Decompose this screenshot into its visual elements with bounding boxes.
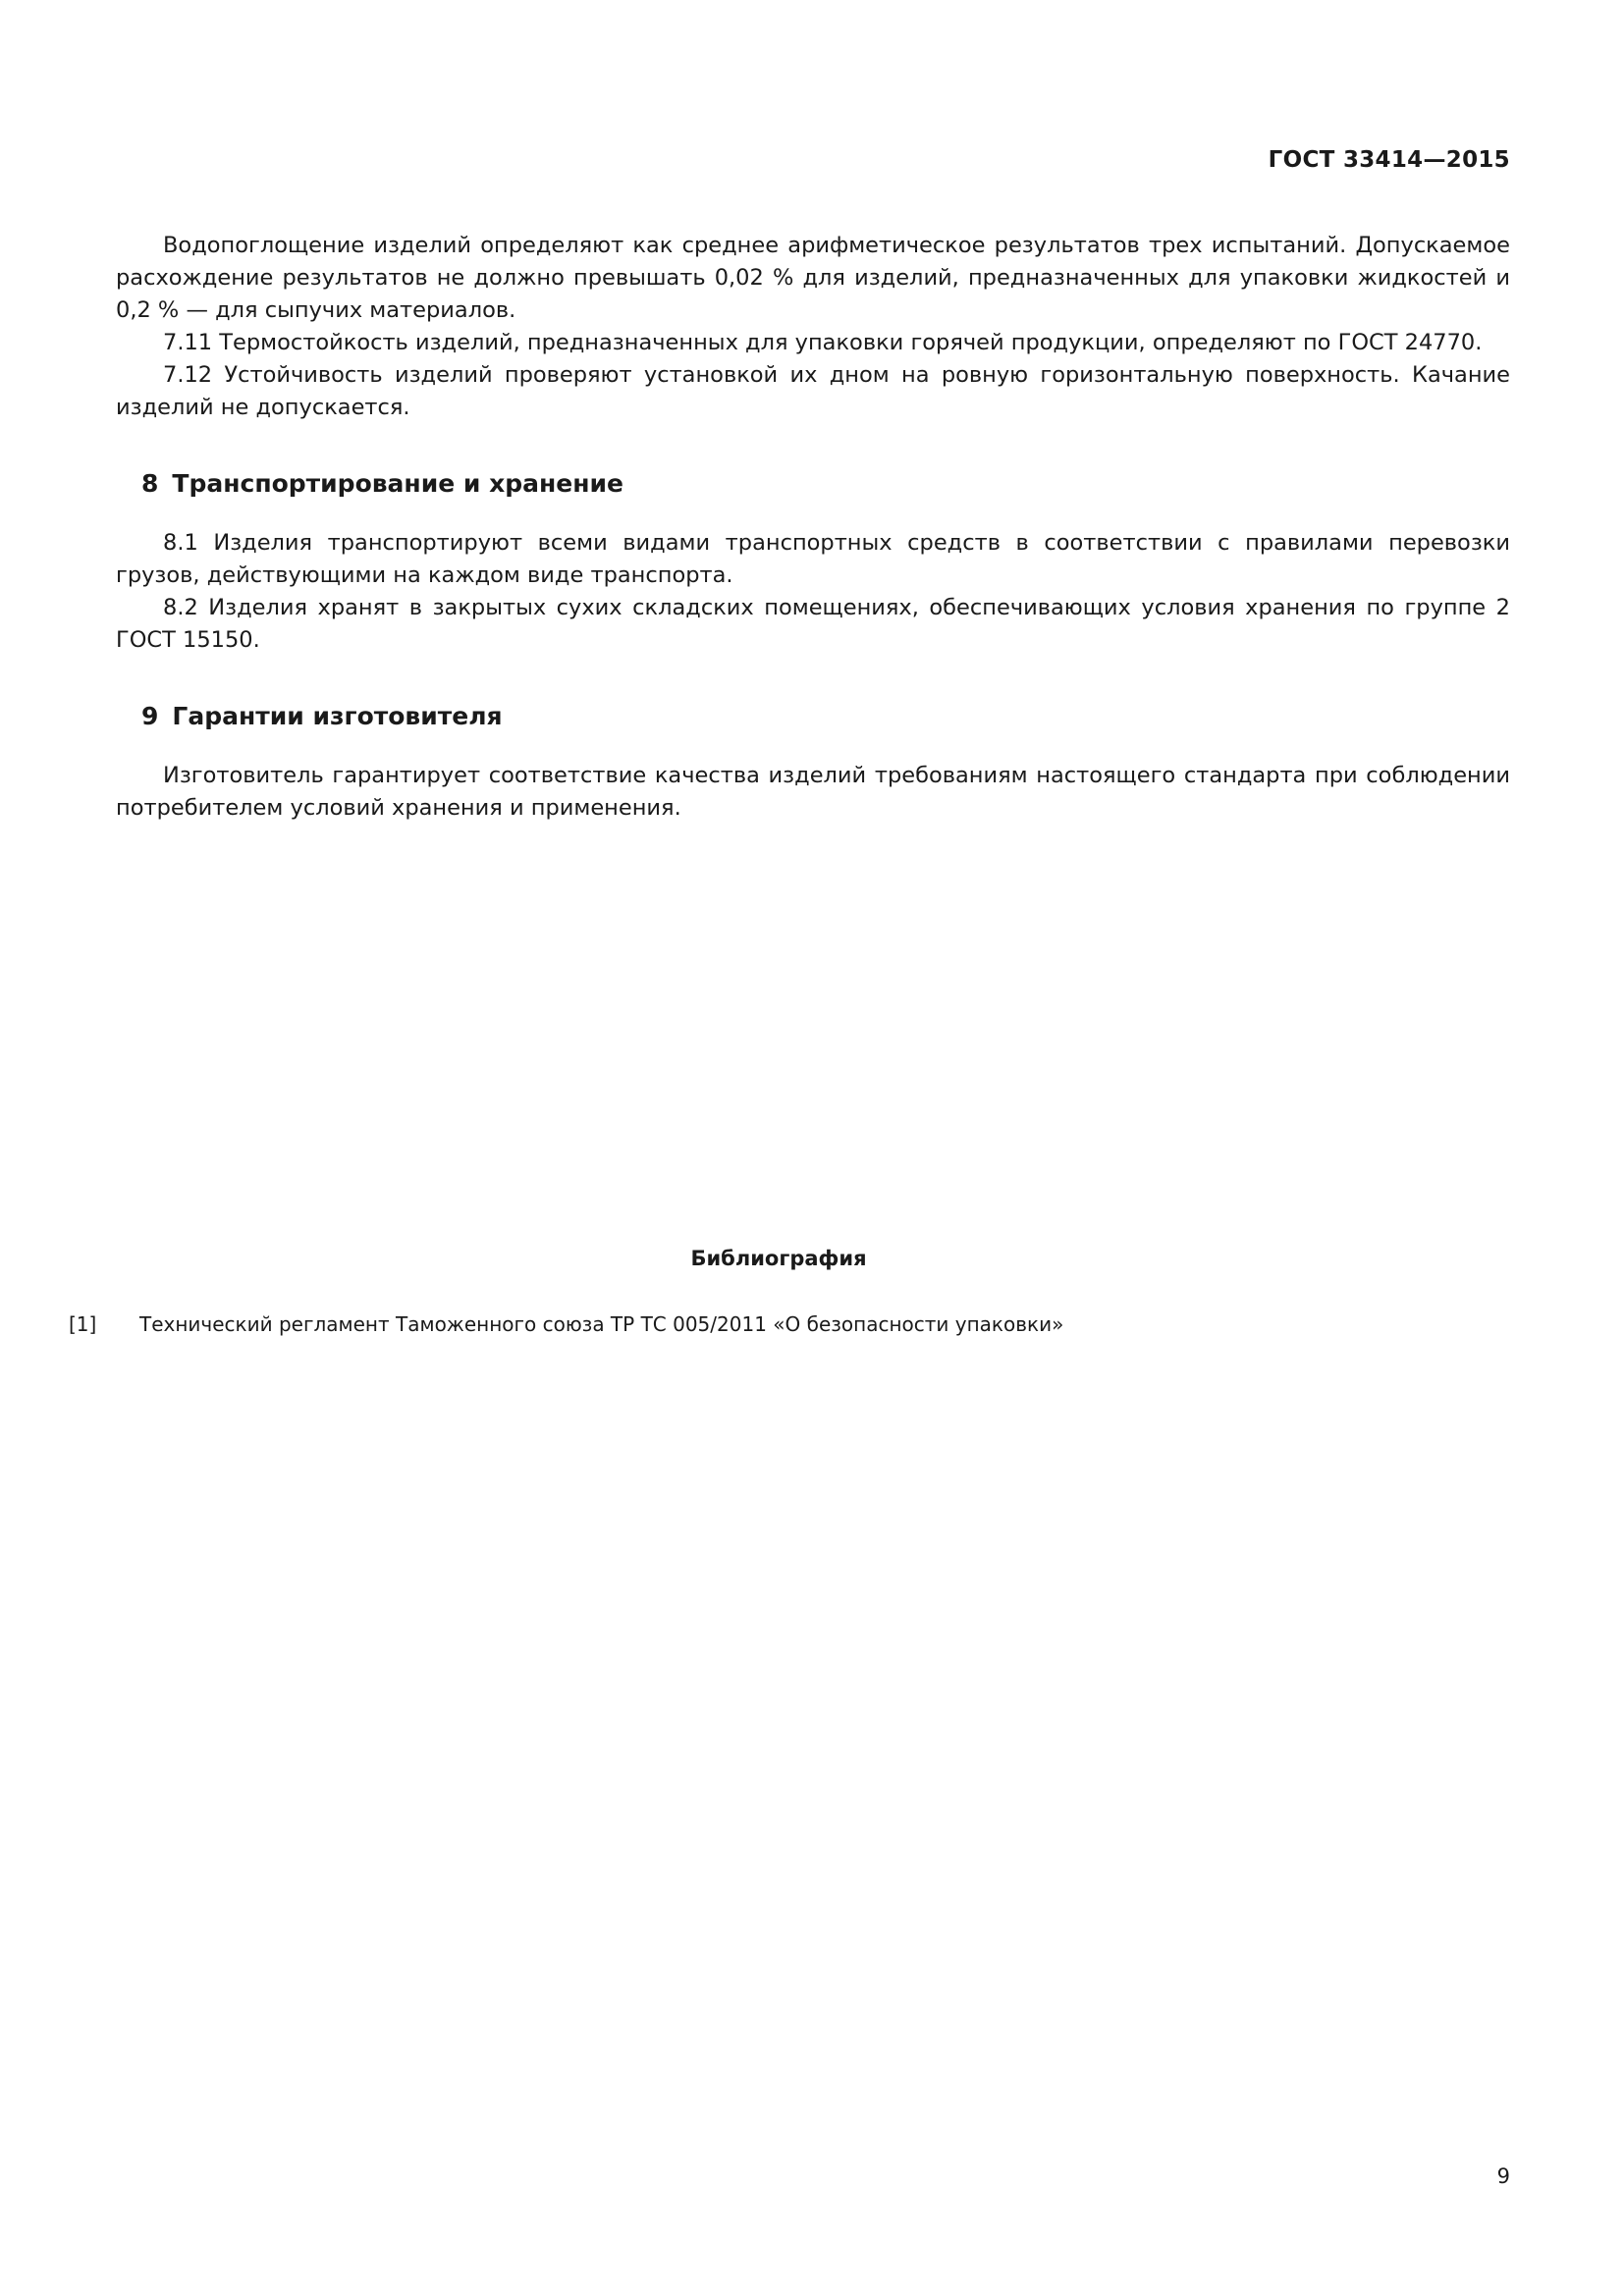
bibliography-entry-text: Технический регламент Таможенного союза ТР ТС 005/2011 «О безопасности упаковки» bbox=[139, 1312, 1064, 1336]
document-standard-header: ГОСТ 33414—2015 bbox=[1268, 147, 1510, 173]
paragraph-8-2: 8.2 Изделия хранят в закрытых сухих складских помещениях, обеспечивающих условия хранения по группе 2 ГОСТ 15150. bbox=[116, 595, 1510, 653]
paragraph-7-11: 7.11 Термостойкость изделий, предназначенных для упаковки горячей продукции, определяют по ГОСТ 24770. bbox=[163, 330, 1483, 355]
paragraph-9-1: Изготовитель гарантирует соответствие качества изделий требованиям настоящего стандарта при соблюдении потребителем условий хранения и применения. bbox=[116, 763, 1510, 821]
bibliography-spacer bbox=[116, 1270, 1510, 1309]
bibliography-entry-marker: [1] bbox=[69, 1312, 97, 1336]
page-content bbox=[69, 147, 1510, 1339]
section-title-8: Транспортирование и хранение bbox=[172, 469, 623, 498]
section-number-8: 8 bbox=[141, 469, 159, 498]
bibliography-entry bbox=[69, 1309, 1510, 1339]
section-title-9: Гарантии изготовителя bbox=[172, 702, 503, 730]
section-heading-8 bbox=[116, 469, 1510, 498]
section-heading-9 bbox=[116, 702, 1510, 730]
paragraph-water-absorption: Водопоглощение изделий определяют как среднее арифметическое результатов трех испытаний. Допускаемое расхождение результатов не должно превышать 0,02 % для изделий, предназначенных для упаковки жидкостей и 0,2 % — для сыпучих материалов. bbox=[116, 233, 1510, 323]
paragraph-7-12: 7.12 Устойчивость изделий проверяют установкой их дном на ровную горизонтальную поверхность. Качание изделий не допускается. bbox=[116, 362, 1510, 420]
vertical-spacer bbox=[116, 825, 1510, 1247]
page-number: 9 bbox=[1496, 2164, 1510, 2188]
bibliography-title: Библиография bbox=[690, 1247, 867, 1270]
paragraph-8-1: 8.1 Изделия транспортируют всеми видами транспортных средств в соответствии с правилами перевозки грузов, действующими на каждом виде транспорта. bbox=[116, 530, 1510, 588]
section-number-9: 9 bbox=[141, 702, 159, 730]
